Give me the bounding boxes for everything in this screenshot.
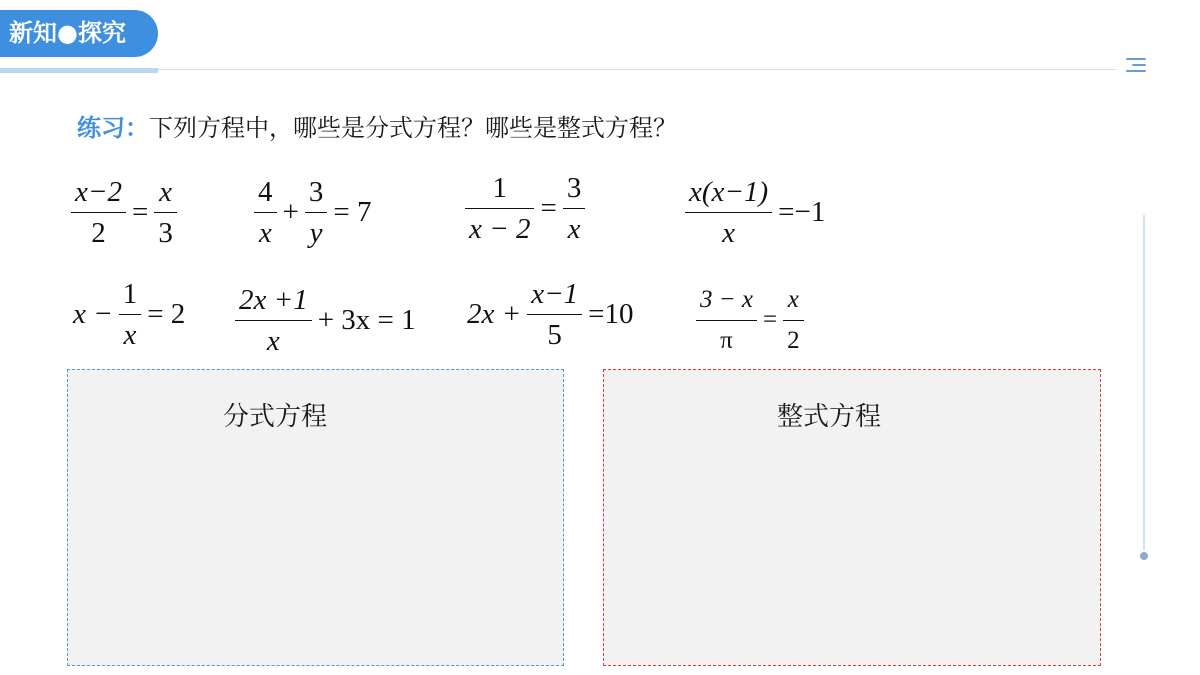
- exercise-question: 下列方程中，哪些是分式方程？哪些是整式方程？: [149, 114, 677, 142]
- denominator: x: [254, 212, 277, 250]
- equation-7: [464, 274, 637, 354]
- menu-icon[interactable]: [1126, 58, 1148, 74]
- numerator: 3: [566, 171, 582, 204]
- denominator: π: [696, 320, 757, 358]
- left-hand-side: 2x +: [467, 297, 522, 330]
- fraction: [783, 283, 804, 358]
- right-hand-side: = 7: [333, 195, 372, 228]
- tab-underline: [0, 68, 158, 73]
- denominator: 5: [527, 314, 582, 352]
- denominator: x: [119, 314, 142, 352]
- numerator: 4: [258, 175, 273, 208]
- numerator: 3: [308, 175, 324, 208]
- right-hand-side: + 3x = 1: [317, 303, 416, 336]
- right-hand-side: =10: [588, 297, 634, 330]
- fraction: [235, 283, 312, 358]
- numerator: 1: [122, 277, 138, 310]
- denominator: 3: [154, 212, 177, 250]
- denominator: x: [685, 212, 772, 250]
- equals-sign: =: [762, 306, 778, 333]
- equation-2: [251, 172, 374, 252]
- numerator: x: [159, 175, 172, 208]
- scroll-track[interactable]: [1143, 215, 1145, 550]
- scroll-handle[interactable]: [1140, 552, 1148, 560]
- fraction: [71, 175, 126, 250]
- right-hand-side: =−1: [778, 195, 826, 228]
- fraction-box-title: 分式方程: [223, 402, 328, 432]
- equals-sign: =: [131, 195, 149, 228]
- right-hand-side: = 2: [147, 297, 186, 330]
- equation-5: [70, 274, 188, 354]
- header-divider: [158, 69, 1116, 70]
- equation-3: [462, 168, 588, 248]
- fraction: [465, 171, 534, 246]
- numerator: 3 − x: [700, 285, 753, 313]
- equation-6: [232, 280, 419, 360]
- plus-sign: +: [282, 195, 299, 228]
- fraction: [685, 175, 772, 250]
- fraction: [527, 277, 582, 352]
- equals-sign: =: [540, 191, 557, 224]
- numerator: 1: [492, 171, 507, 204]
- denominator: 2: [71, 212, 126, 250]
- integer-box-title: 整式方程: [777, 402, 882, 432]
- numerator: x−2: [75, 175, 122, 208]
- denominator: x − 2: [465, 208, 534, 246]
- denominator: y: [305, 212, 328, 250]
- numerator: x: [787, 285, 799, 313]
- section-title-tab: 新知●探究: [0, 10, 158, 57]
- equation-4: [682, 172, 828, 252]
- denominator: x: [235, 320, 312, 358]
- equation-8: [693, 280, 807, 360]
- fraction: [696, 283, 757, 358]
- fraction: [154, 175, 177, 250]
- equation-1: [68, 172, 180, 252]
- integer-equation-box[interactable]: [603, 369, 1101, 666]
- exercise-label: 练习：: [77, 114, 149, 142]
- fraction-equation-box[interactable]: [67, 369, 564, 666]
- exercise-prompt: [77, 108, 677, 148]
- numerator: x−1: [531, 277, 579, 310]
- left-hand-side: x −: [73, 297, 113, 330]
- denominator: 2: [783, 320, 804, 358]
- fraction: [305, 175, 328, 250]
- numerator: 2x +1: [239, 283, 308, 316]
- fraction: [563, 171, 586, 246]
- fraction: [254, 175, 277, 250]
- denominator: x: [563, 208, 586, 246]
- fraction: [119, 277, 142, 352]
- numerator: x(x−1): [689, 175, 769, 208]
